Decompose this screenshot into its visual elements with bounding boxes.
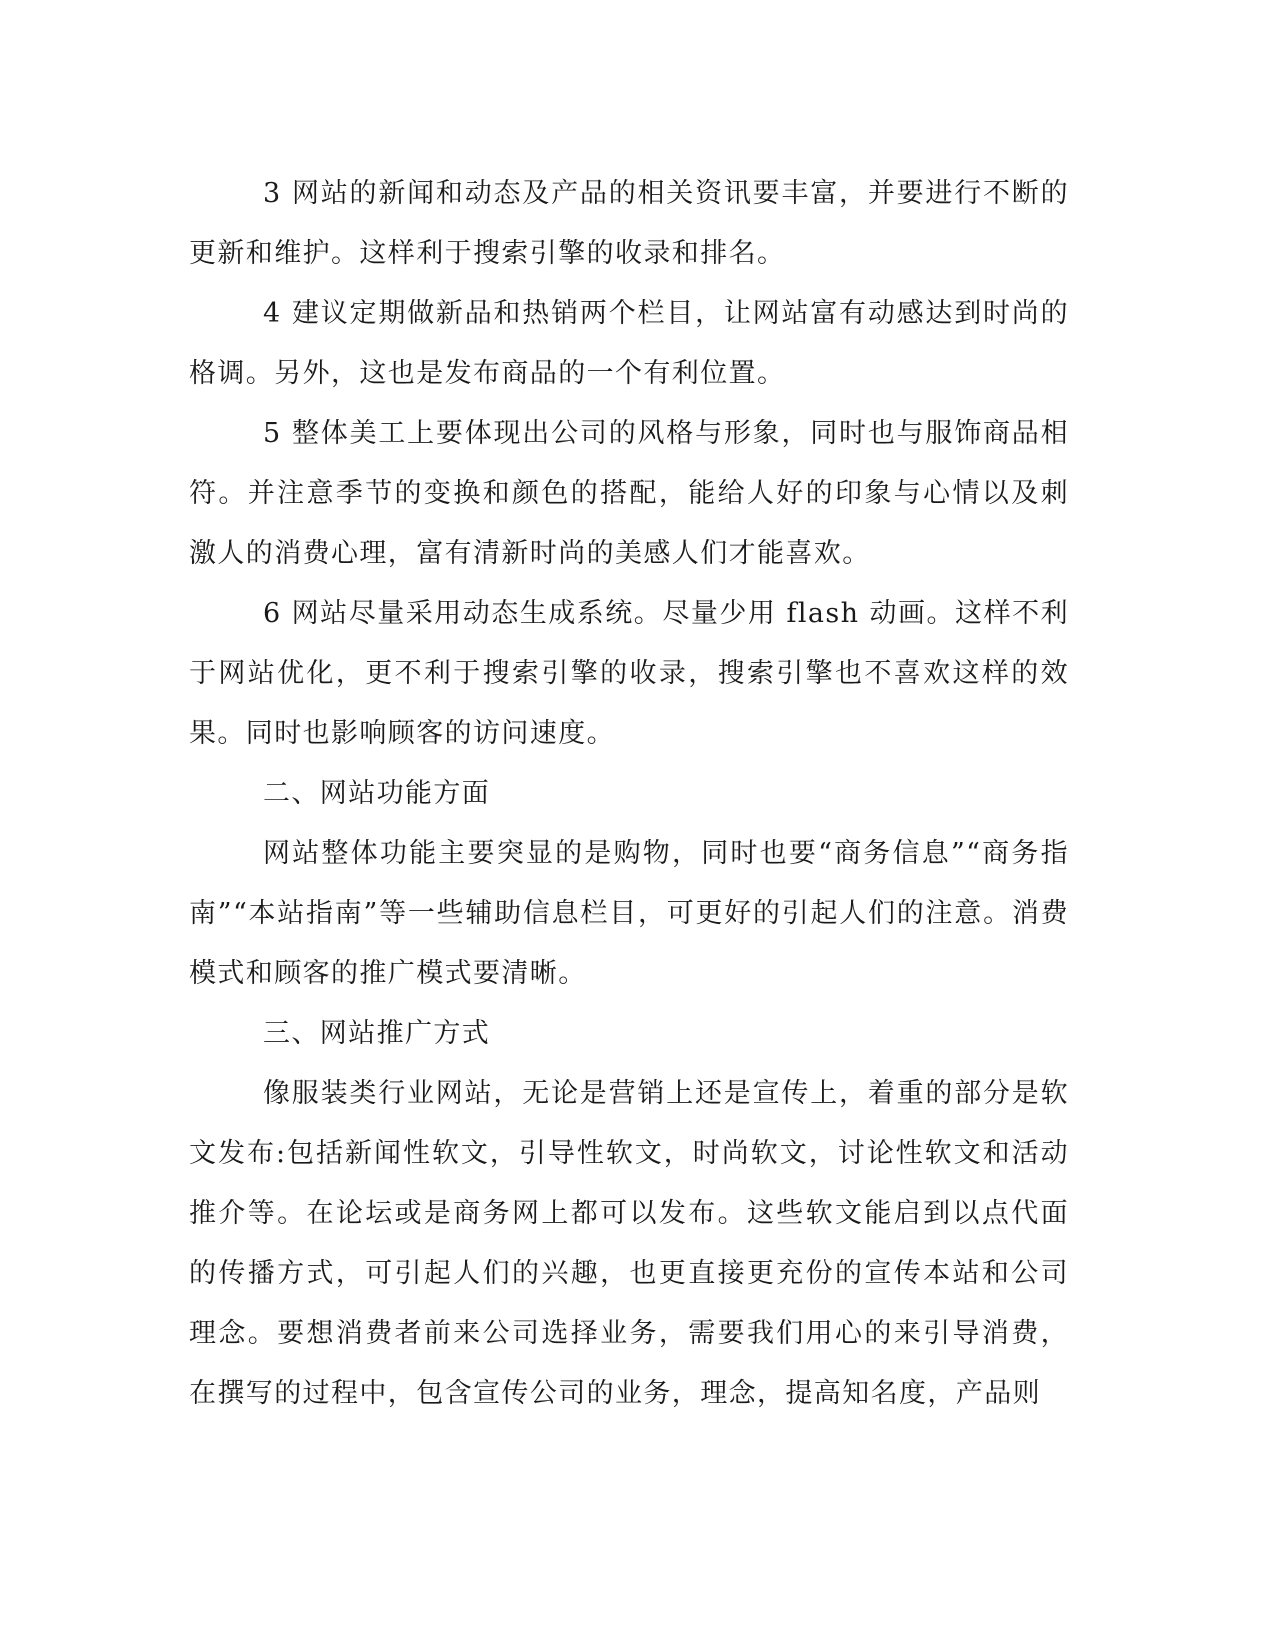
section-heading-website-promotion: 三、网站推广方式 [263,1018,491,1049]
section-heading-website-function: 二、网站功能方面 [263,778,491,809]
paragraph-item-4: 4 建议定期做新品和热销两个栏目，让网站富有动感达到时尚的格调。另外，这也是发布商品的一个有利位置。 [189,298,1069,389]
section-text-website-function: 网站整体功能主要突显的是购物，同时也要“商务信息”“商务指南”“本站指南”等一些辅助信息栏目，可更好的引起人们的注意。消费模式和顾客的推广模式要清晰。 [189,838,1069,989]
paragraph-item-3: 3 网站的新闻和动态及产品的相关资讯要丰富，并要进行不断的更新和维护。这样利于搜索引擎的收录和排名。 [189,178,1069,269]
paragraph-item-5: 5 整体美工上要体现出公司的风格与形象，同时也与服饰商品相符。并注意季节的变换和颜色的搭配，能给人好的印象与心情以及刺激人的消费心理，富有清新时尚的美感人们才能喜欢。 [189,418,1069,569]
section-text-website-promotion: 像服装类行业网站，无论是营销上还是宣传上，着重的部分是软文发布:包括新闻性软文，引导性软文，时尚软文，讨论性软文和活动推介等。在论坛或是商务网上都可以发布。这些软文能启到以点代面的传播方式，可引起人们的兴趣，也更直接更充份的宣传本站和公司理念。要想消费者前来公司选择业务，需要我们用心的来引导消费，在撰写的过程中，包含宣传公司的业务，理念，提高知名度，产品则 [189,1078,1069,1409]
paragraph-item-6: 6 网站尽量采用动态生成系统。尽量少用 flash 动画。这样不利于网站优化，更不利于搜索引擎的收录，搜索引擎也不喜欢这样的效果。同时也影响顾客的访问速度。 [189,598,1069,749]
document-body [189,164,1069,1424]
